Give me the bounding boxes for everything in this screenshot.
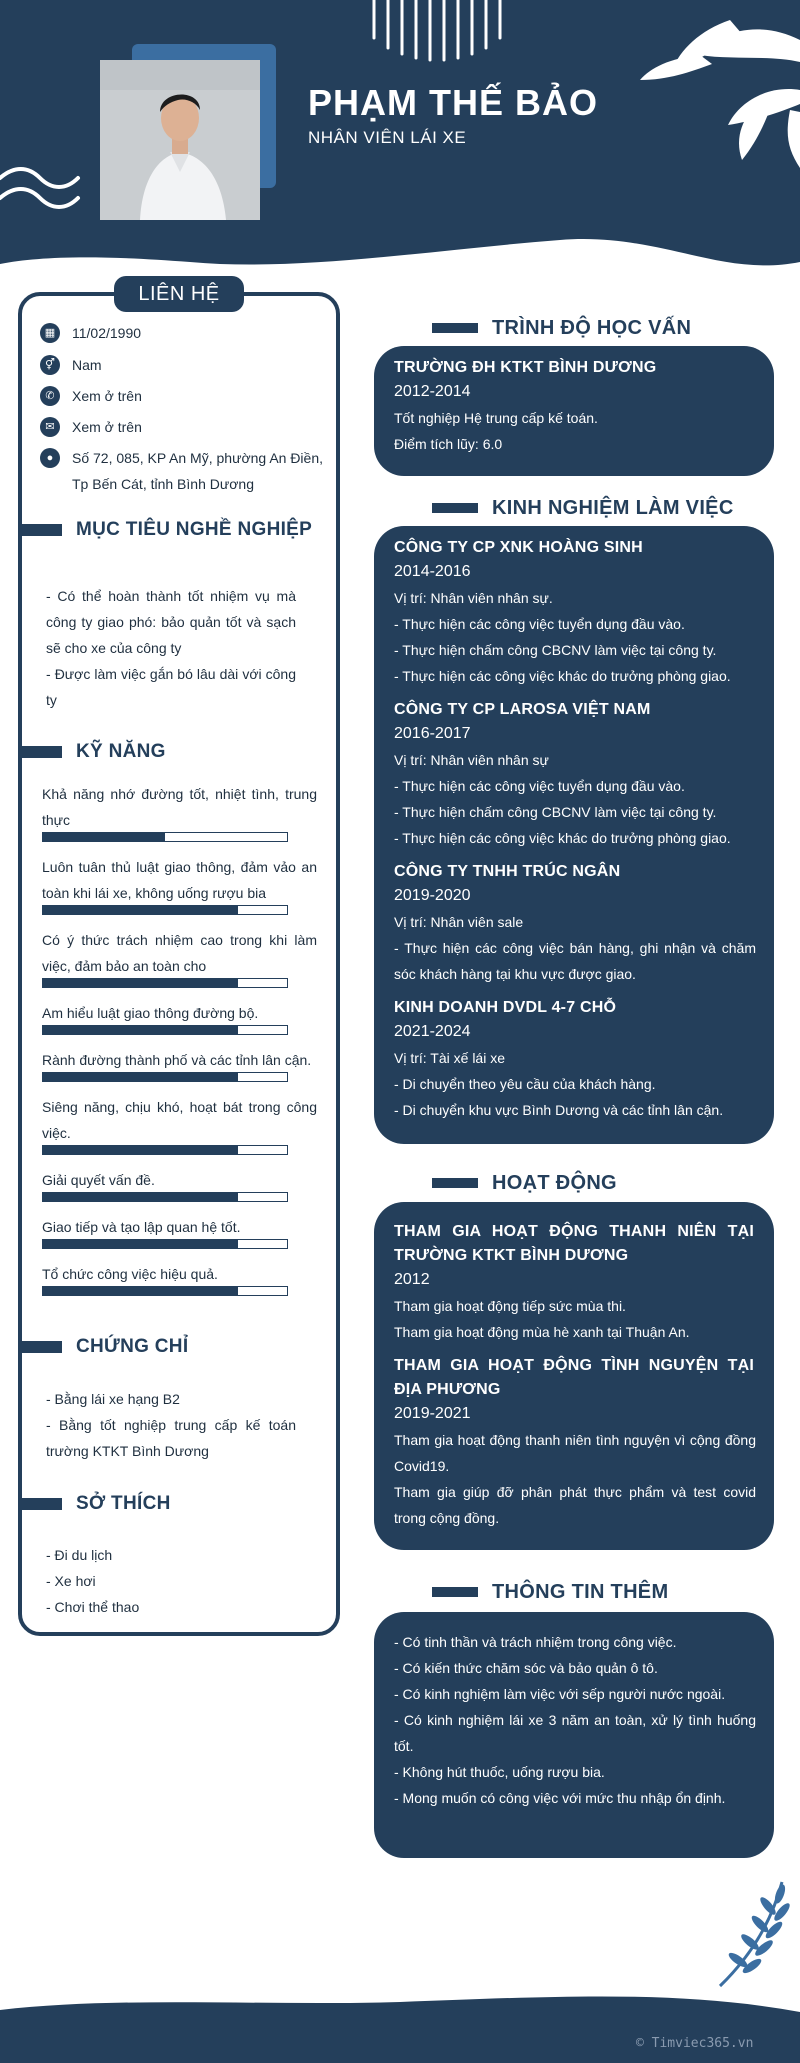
contact-phone-text: Xem ở trên [72,388,142,404]
job-title: NHÂN VIÊN LÁI XE [308,128,467,147]
heading-bar [432,1178,478,1188]
heading-bar [432,503,478,513]
contact-address [40,445,325,497]
activities-heading [432,1168,617,1198]
job-line: Vị trí: Nhân viên nhân sự. [394,590,553,606]
skill-text: Có ý thức trách nhiệm cao trong khi làm việc, đảm bảo an toàn cho [42,932,317,974]
skill-text: Tổ chức công việc hiệu quả. [42,1266,218,1282]
objective-title: MỤC TIÊU NGHỀ NGHIỆP [76,519,313,540]
education-title: TRÌNH ĐỘ HỌC VẤN [492,316,692,339]
extra-info-heading [432,1577,668,1607]
skill-bar-fill [43,1193,238,1201]
job-line: Vị trí: Tài xế lái xe [394,1050,506,1066]
skill-bar [42,1192,288,1202]
skill-bar [42,1025,288,1035]
hobby-item: - Đi du lịch [46,1547,113,1563]
skill-bar [42,905,288,915]
contact-birthday [40,320,320,346]
activity-line: Tham gia hoạt động mùa hè xanh tại Thuận An. [394,1324,690,1340]
hobbies-title: SỞ THÍCH [76,1493,171,1514]
skill-bar-fill [43,906,238,914]
extra-line: - Có kinh nghiệm làm việc với sếp người nước ngoài. [394,1686,726,1702]
watermark: © Timviec365.vn [636,2036,754,2051]
skill-bar-fill [43,1287,238,1295]
calendar-icon: ▦ [40,323,60,343]
job-line: - Thực hiện các công việc tuyển dụng đầu vào. [394,778,685,794]
experience-title: KINH NGHIỆM LÀM VIỆC [492,496,734,519]
skills-title: KỸ NĂNG [76,741,166,762]
job-company: KINH DOANH DVDL 4-7 CHỖ [394,999,617,1016]
heading-bar [18,1498,62,1510]
objective-heading [18,515,312,545]
heading-bar [432,323,478,333]
contact-gender [40,352,320,378]
job-years: 2014-2016 [394,563,471,580]
skill-bar-fill [43,1026,238,1034]
job-line: - Di chuyển khu vực Bình Dương và các tỉnh lân cận. [394,1102,724,1118]
cv-header [0,0,800,275]
activity-line: Tham gia hoạt động tiếp sức mùa thi. [394,1298,626,1314]
heading-bar [18,1341,62,1353]
skill-text: Giao tiếp và tạo lập quan hệ tốt. [42,1219,241,1235]
certificate-1: - Bằng lái xe hạng B2 [46,1391,180,1407]
activities-title: HOẠT ĐỘNG [492,1171,617,1194]
skill-bar-fill [43,1073,238,1081]
contact-phone [40,383,320,409]
skill-bar-fill [43,979,238,987]
skill-text: Khả năng nhớ đường tốt, nhiệt tình, trung thực [42,786,317,828]
skills-heading [18,737,166,767]
profile-photo [100,60,260,220]
objective-text-1: - Có thể hoàn thành tốt nhiệm vụ mà công ty giao phó: bảo quản tốt và sạch sẽ cho xe của công ty [46,588,296,656]
extra-line: - Không hút thuốc, uống rượu bia. [394,1764,605,1780]
activity-name: THAM GIA HOẠT ĐỘNG TÌNH NGUYỆN TẠI ĐỊA PHƯƠNG [394,1357,754,1398]
heading-bar [18,746,62,758]
job-line: - Di chuyển theo yêu cầu của khách hàng. [394,1076,656,1092]
skill-text: Am hiểu luật giao thông đường bộ. [42,1005,259,1021]
experience-heading [432,493,734,523]
education-heading [432,313,691,343]
activity-line: Tham gia giúp đỡ phân phát thực phẩm và test covid trong cộng đồng. [394,1484,756,1526]
hobbies-heading [18,1489,171,1519]
extra-info-title: THÔNG TIN THÊM [492,1580,669,1603]
activity-years: 2019-2021 [394,1405,471,1422]
contact-email-text: Xem ở trên [72,419,142,435]
activity-years: 2012 [394,1271,430,1288]
gender-icon: ⚥ [40,355,60,375]
job-line: - Thực hiện chấm công CBCNV làm việc tại công ty. [394,804,717,820]
certificates-heading [18,1332,188,1362]
skill-bar [42,1072,288,1082]
job-line: Vị trí: Nhân viên nhân sự [394,752,549,768]
footer-background [0,1990,800,2063]
activities-card [374,1202,774,1550]
skill-text: Giải quyết vấn đề. [42,1172,155,1188]
phone-icon: ✆ [40,386,60,406]
job-line: Vị trí: Nhân viên sale [394,914,524,930]
contact-address-text: Số 72, 085, KP An Mỹ, phường An Điền, Tp Bến Cát, tỉnh Bình Dương [72,450,324,492]
contact-gender-text: Nam [72,357,102,373]
job-years: 2021-2024 [394,1023,471,1040]
contact-birthday-text: 11/02/1990 [72,325,142,341]
job-years: 2019-2020 [394,887,471,904]
heading-bar [18,524,62,536]
education-years: 2012-2014 [394,383,471,400]
extra-line: - Có kinh nghiệm lái xe 3 năm an toàn, xử lý tình huống tốt. [394,1712,756,1754]
skill-text: Siêng năng, chịu khó, hoạt bát trong công việc. [42,1099,317,1141]
skill-bar [42,832,288,842]
extra-info-card [374,1612,774,1858]
job-line: - Thực hiện các công việc khác do trưởng phòng giao. [394,830,731,846]
extra-line: - Mong muốn có công việc với mức thu nhập ổn định. [394,1790,726,1806]
email-icon: ✉ [40,417,60,437]
objective-text-2: - Được làm việc gắn bó lâu dài với công ty [46,666,296,708]
extra-line: - Có kiến thức chăm sóc và bảo quản ô tô. [394,1660,658,1676]
education-school: TRƯỜNG ĐH KTKT BÌNH DƯƠNG [394,359,657,376]
education-gpa: Điểm tích lũy: 6.0 [394,436,503,452]
job-line: - Thực hiện các công việc khác do trưởng phòng giao. [394,668,731,684]
education-detail: Tốt nghiệp Hệ trung cấp kế toán. [394,410,598,426]
skill-bar-fill [43,1240,238,1248]
skill-bar [42,1239,288,1249]
hobby-item: - Chơi thể thao [46,1599,140,1615]
job-years: 2016-2017 [394,725,471,742]
extra-line: - Có tinh thần và trách nhiệm trong công việc. [394,1634,677,1650]
skill-bar-fill [43,833,165,841]
job-line: - Thực hiện chấm công CBCNV làm việc tại công ty. [394,642,717,658]
skill-bar-fill [43,1146,238,1154]
branch-decoration [712,1880,792,1990]
job-line: - Thực hiện các công việc tuyển dụng đầu vào. [394,616,685,632]
contact-email [40,414,320,440]
job-company: CÔNG TY CP LAROSA VIỆT NAM [394,701,651,718]
job-line: - Thực hiện các công việc bán hàng, ghi nhận và chăm sóc khách hàng tại khu vực được giao. [394,940,756,982]
activity-name: THAM GIA HOẠT ĐỘNG THANH NIÊN TẠI TRƯỜNG KTKT BÌNH DƯƠNG [394,1223,754,1264]
skill-text: Luôn tuân thủ luật giao thông, đảm vảo an toàn khi lái xe, không uống rượu bia [42,859,317,901]
heading-bar [432,1587,478,1597]
job-company: CÔNG TY CP XNK HOÀNG SINH [394,539,643,556]
location-pin-icon: ● [40,448,60,468]
skill-bar [42,1286,288,1296]
skill-text: Rành đường thành phố và các tỉnh lân cận. [42,1052,312,1068]
contact-section-title: LIÊN HỆ [114,276,244,312]
candidate-name: PHẠM THẾ BẢO [308,82,598,123]
job-company: CÔNG TY TNHH TRÚC NGÂN [394,863,621,880]
skill-bar [42,978,288,988]
activity-line: Tham gia hoạt động thanh niên tình nguyện vì cộng đồng Covid19. [394,1432,756,1474]
skill-bar [42,1145,288,1155]
education-card [374,346,774,476]
certificates-title: CHỨNG CHỈ [76,1336,189,1357]
hobby-item: - Xe hơi [46,1573,96,1589]
experience-card [374,526,774,1144]
certificate-2: - Bằng tốt nghiệp trung cấp kế toán trường KTKT Bình Dương [46,1417,296,1459]
